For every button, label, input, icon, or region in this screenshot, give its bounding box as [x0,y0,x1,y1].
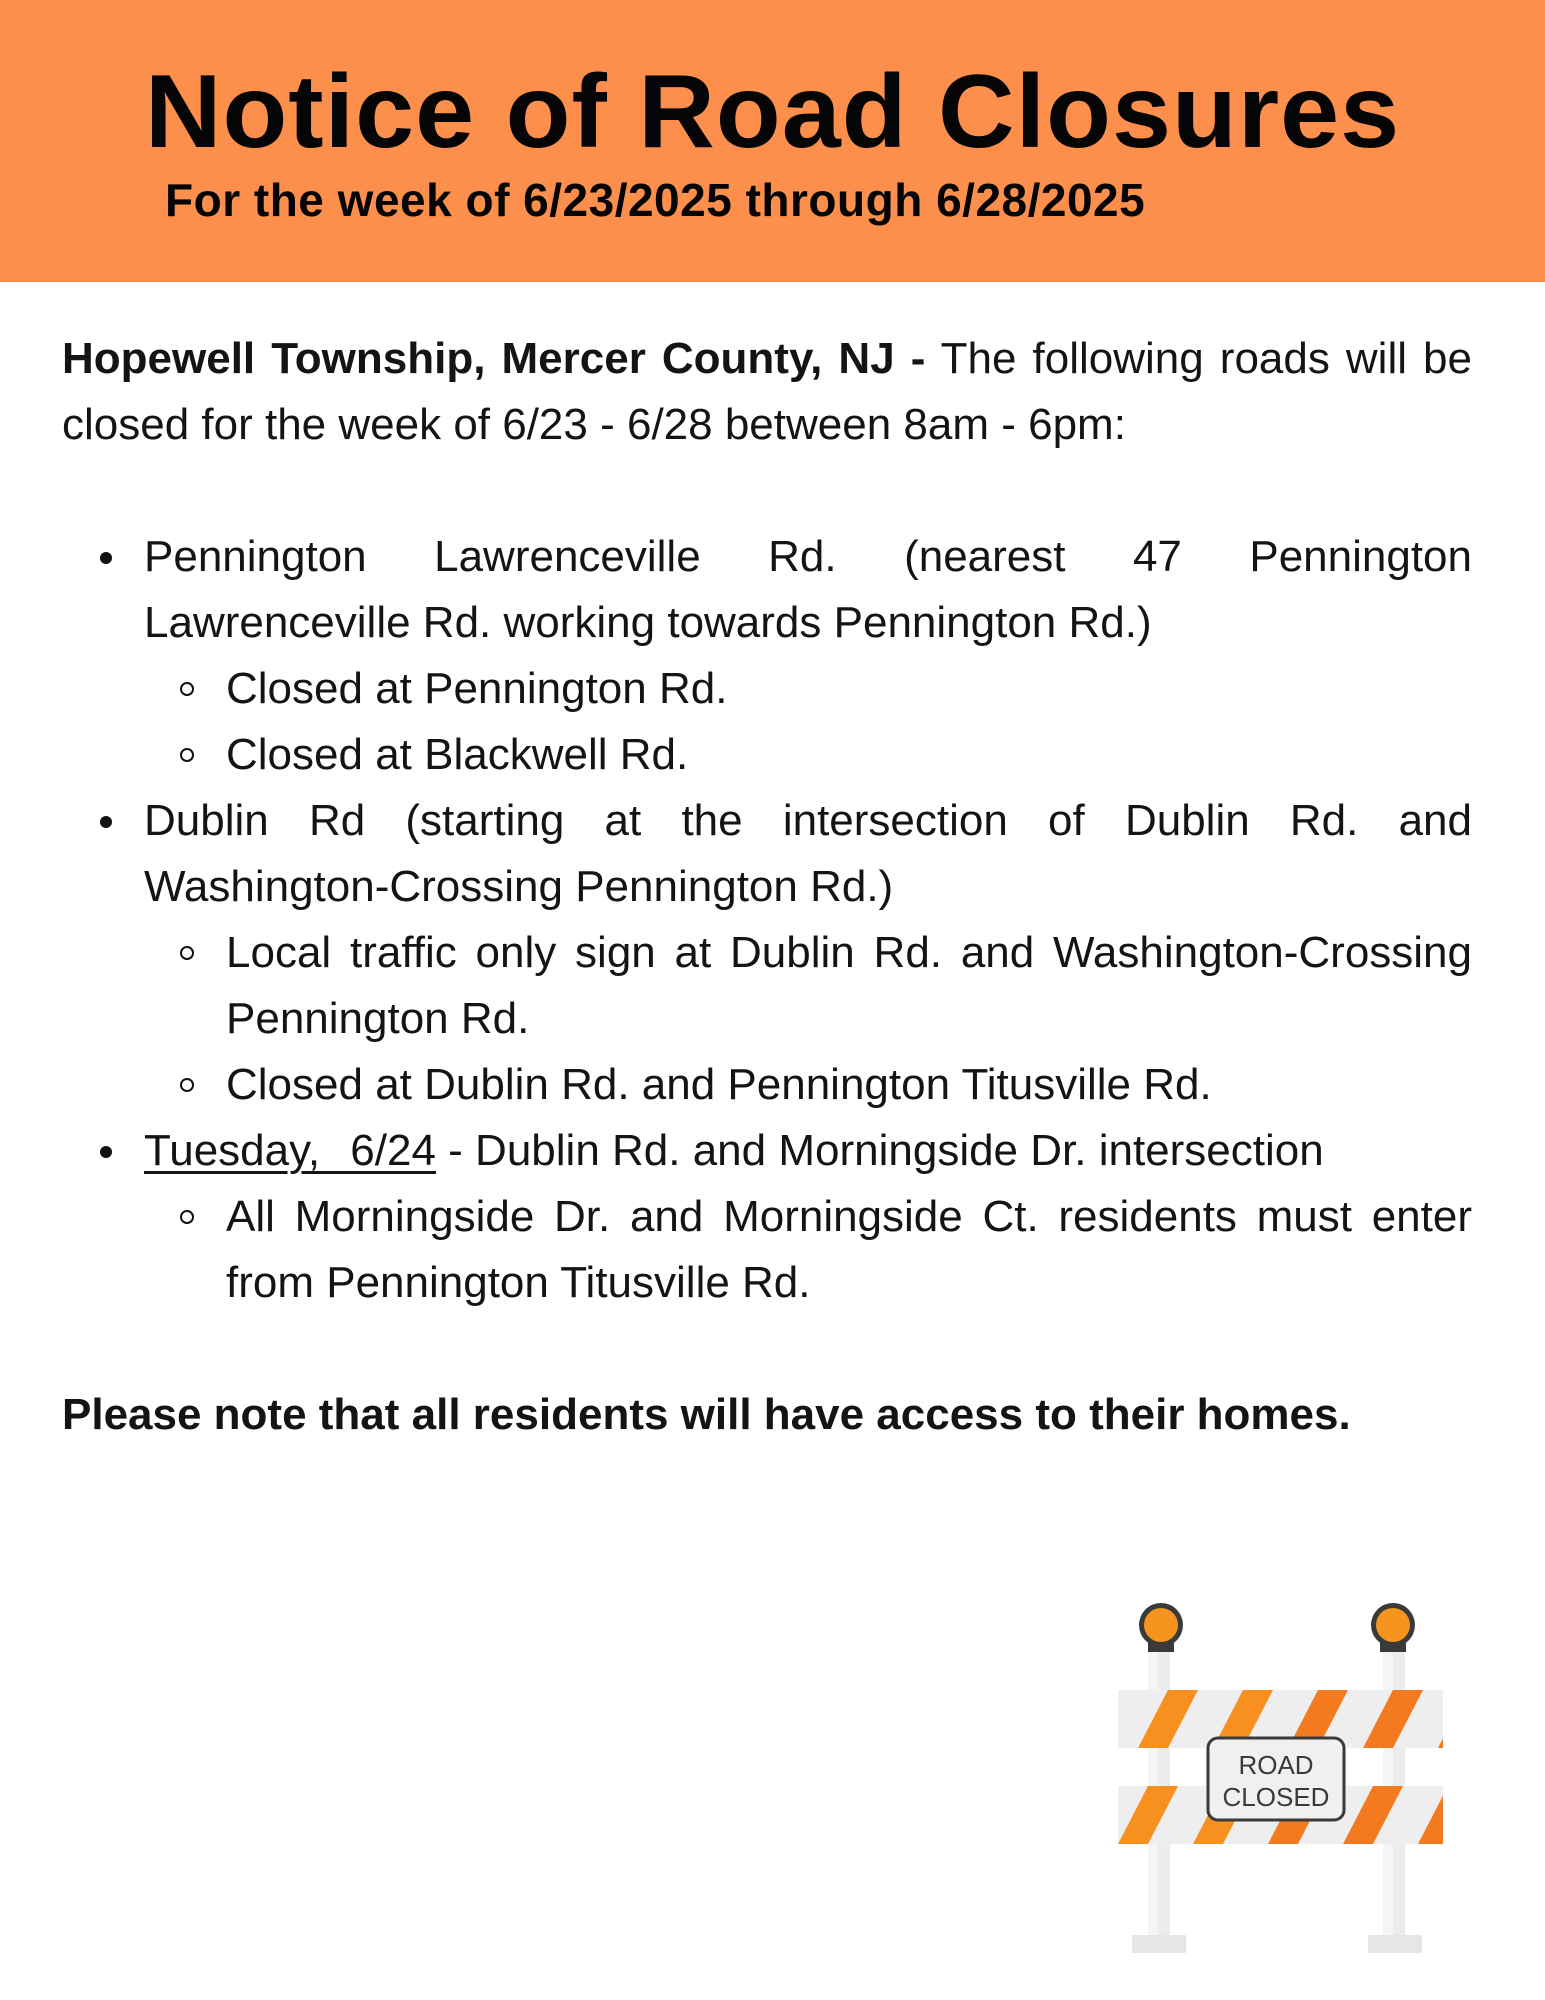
closure-date: Tuesday, 6/24 [144,1126,436,1175]
closure-detail: Closed at Pennington Rd. [144,656,1472,722]
intro-text: The following roads will be closed for the week of 6/23 - 6/28 between 8am - 6pm: [62,334,1473,449]
closure-detail: Closed at Blackwell Rd. [144,722,1472,788]
location-label: Hopewell Township, Mercer County, NJ - [62,334,926,383]
closure-item [62,1118,1472,1316]
closure-details [144,1184,1472,1316]
page-subtitle: For the week of 6/23/2025 through 6/28/2025 [165,174,1146,226]
road-closed-barricade-illustration [1118,1600,1443,1970]
sign-text-road: ROAD [1238,1750,1314,1780]
closure-detail: Local traffic only sign at Dublin Rd. and Washington-Crossing Pennington Rd. [144,920,1472,1052]
closure-detail: Closed at Dublin Rd. and Pennington Titusville Rd. [144,1052,1472,1118]
closure-item [62,524,1472,788]
closure-detail: All Morningside Dr. and Morningside Ct. residents must enter from Pennington Titusville Rd. [144,1184,1472,1316]
closure-details [144,920,1472,1118]
residents-access-note: Please note that all residents will have access to their homes. [62,1390,1351,1439]
intro-paragraph [62,326,1472,458]
barricade-icon [1118,1600,1443,1970]
closure-item [62,788,1472,1118]
sign-text-closed: CLOSED [1222,1782,1330,1812]
closure-text: - Dublin Rd. and Morningside Dr. intersection [435,1126,1324,1175]
page-title: Notice of Road Closures [144,54,1401,170]
notice-body [62,326,1472,1448]
closure-text: Dublin Rd (starting at the intersection of Dublin Rd. and Washington-Crossing Pennington Rd.) [144,796,1472,911]
closure-details [144,656,1472,788]
closure-text: Pennington Lawrenceville Rd. (nearest 47 Pennington Lawrenceville Rd. working towards Pennington Rd.) [144,532,1472,647]
closure-list [62,524,1472,1316]
header-banner [0,0,1545,282]
